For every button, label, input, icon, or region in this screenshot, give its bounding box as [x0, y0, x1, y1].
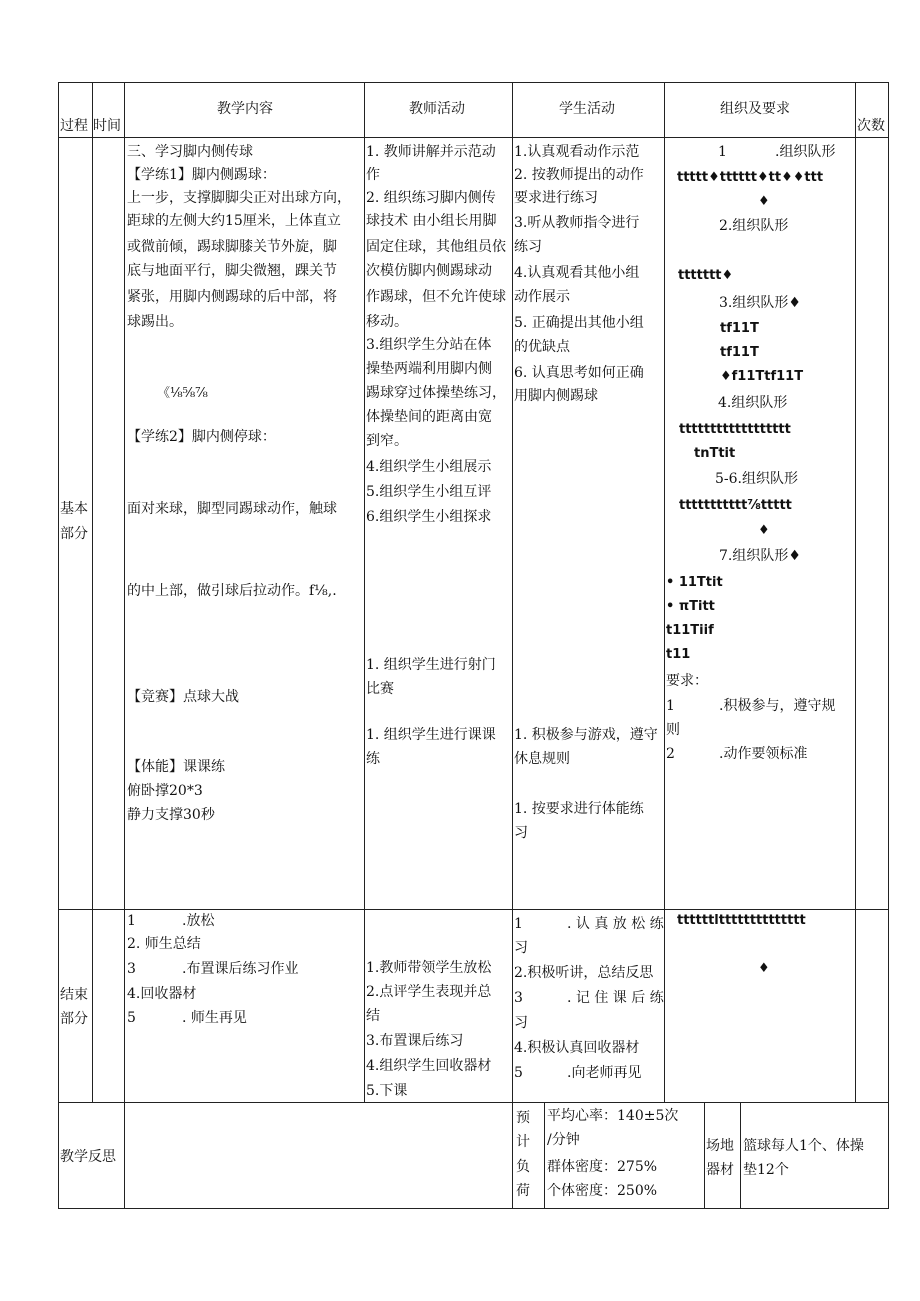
org-formation-marks: ttttt♦tttttt♦tt♦♦ttt	[677, 170, 824, 185]
basic-label-2: 部分	[60, 526, 88, 542]
teacher-line: 作踢球，但不允许使球	[366, 289, 506, 305]
end-teacher-line: 2.点评学生表现并总	[366, 984, 492, 1000]
teacher-line: 3.组织学生分站在体	[366, 337, 492, 353]
content-line: 球踢出。	[127, 314, 183, 330]
content-line: 紧张，用脚内侧踢球的后中部，将	[127, 289, 337, 305]
end-teacher-line: 5.下课	[366, 1083, 408, 1099]
org-line: 3.组织队形♦	[719, 295, 801, 311]
end-content-line: . 师生再见	[182, 1010, 247, 1026]
teacher-line: 练	[366, 751, 380, 767]
header-org: 组织及要求	[720, 101, 790, 117]
end-student-line: 5	[514, 1065, 523, 1081]
org-formation-marks: tf11T	[720, 321, 759, 336]
teacher-line: 操垫两端利用脚内侧	[366, 361, 492, 377]
end-content-line: 1	[127, 913, 136, 929]
student-line: 1. 积极参与游戏，遵守	[514, 727, 658, 743]
end-teacher-line: 3.布置课后练习	[366, 1033, 464, 1049]
end-student-line: 4.积极认真回收器材	[514, 1040, 640, 1056]
teacher-line: 固定住球，其他组员依	[366, 239, 506, 255]
header-teacher: 教师活动	[409, 101, 465, 117]
org-line: 2	[666, 746, 675, 762]
teacher-line: 5.组织学生小组互评	[366, 484, 492, 500]
teacher-line: 踢球穿过体操垫练习，	[366, 385, 506, 401]
student-line: 休息规则	[514, 751, 570, 767]
content-line: 《⅛⅝⅞	[157, 386, 208, 401]
content-line: 底与地面平行，脚尖微翘，踝关节	[127, 263, 337, 279]
teacher-line: 体操垫间的距离由宽	[366, 409, 492, 425]
teacher-line: 球技术 由小组长用脚	[366, 213, 497, 229]
end-label-2: 部分	[60, 1011, 88, 1027]
teacher-line: 到窄。	[366, 433, 408, 449]
content-line: 上一步，支撑脚脚尖正对出球方向，	[127, 190, 351, 206]
student-line: 要求进行练习	[514, 190, 598, 206]
student-line: 1. 按要求进行体能练	[514, 801, 644, 817]
end-content-line: 4.回收器材	[127, 986, 197, 1002]
end-content-line: 5	[127, 1010, 136, 1026]
reflection-label: 教学反思	[60, 1149, 116, 1165]
teacher-line: 次模仿脚内侧踢球动	[366, 263, 492, 279]
org-line: 7.组织队形♦	[719, 548, 801, 564]
content-line: 静力支撑30秒	[127, 807, 215, 823]
org-formation-marks: ♦	[758, 194, 770, 209]
org-line: 2.组织队形	[719, 218, 789, 234]
content-line: 三、学习脚内侧传球	[127, 144, 253, 160]
org-formation-marks: tnTtit	[694, 446, 736, 461]
content-line: 距球的左侧大约15厘米，上体直立	[127, 213, 341, 229]
end-student-line: 1	[514, 916, 523, 932]
org-formation-marks: tf11T	[720, 345, 759, 360]
end-content-line: 3	[127, 961, 136, 977]
org-formation-marks: ♦	[758, 523, 770, 538]
end-student-line: 习	[514, 1015, 528, 1031]
end-org-formation: ttttttltttttttttttttt	[677, 913, 806, 928]
load-char: 预	[516, 1110, 530, 1126]
teacher-line: 作	[366, 167, 380, 183]
student-line: 3.听从教师指令进行	[514, 215, 640, 231]
load-value: 平均心率：140±5次	[547, 1108, 679, 1124]
student-line: 5. 正确提出其他小组	[514, 315, 644, 331]
end-student-line: . 记 住 课 后 练	[567, 990, 664, 1006]
end-student-line: 2.积极听讲，总结反思	[514, 965, 654, 981]
header-process: 过程	[60, 118, 88, 134]
org-line: 则	[666, 722, 680, 738]
org-line: .动作要领标准	[719, 746, 808, 762]
header-time: 时间	[93, 118, 121, 134]
load-value: /分钟	[547, 1132, 580, 1148]
load-char: 负	[516, 1159, 530, 1175]
student-line: 练习	[514, 239, 542, 255]
org-formation-marks: t11	[666, 647, 691, 662]
content-line: 【学练2】脚内侧停球：	[127, 429, 276, 445]
load-char: 荷	[516, 1183, 530, 1199]
content-line: 面对来球，脚型同踢球动作，触球	[127, 501, 337, 517]
student-line: 动作展示	[514, 289, 570, 305]
content-line: 【体能】课课练	[127, 759, 225, 775]
org-line: 5-6.组织队形	[715, 471, 798, 487]
venue-label-1: 场地	[706, 1138, 734, 1154]
end-student-line: 习	[514, 940, 528, 956]
org-formation-marks: ♦f11Ttf11T	[720, 369, 804, 384]
org-line: 要求：	[666, 673, 708, 689]
org-line: 1	[666, 698, 675, 714]
header-content: 教学内容	[217, 101, 273, 117]
org-line: .积极参与，遵守规	[719, 698, 836, 714]
org-line: 1	[718, 144, 727, 160]
content-line: 【竞赛】点球大战	[127, 689, 239, 705]
student-line: 1.认真观看动作示范	[514, 144, 640, 160]
content-line: 的中上部，做引球后拉动作。f⅛,.	[127, 583, 337, 599]
end-content-line: .布置课后练习作业	[182, 961, 299, 977]
end-content-line: .放松	[182, 913, 215, 929]
content-line: 【学练1】脚内侧踢球：	[127, 167, 276, 183]
venue-label-2: 器材	[706, 1162, 734, 1178]
end-student-line: . 认 真 放 松 练	[567, 916, 664, 932]
teacher-line: 1. 教师讲解并示范动	[366, 144, 496, 160]
org-formation-marks: ttttttttttt⅞ttttt	[679, 498, 792, 513]
teacher-line: 4.组织学生小组展示	[366, 459, 492, 475]
student-line: 4.认真观看其他小组	[514, 265, 640, 281]
org-line: 4.组织队形	[718, 395, 788, 411]
equipment-line: 篮球每人1个、体操	[743, 1138, 864, 1154]
teacher-line: 移动。	[366, 314, 408, 330]
load-value: 群体密度：275%	[547, 1159, 658, 1175]
student-line: 6. 认真思考如何正确	[514, 365, 644, 381]
teacher-line: 2. 组织练习脚内侧传	[366, 190, 496, 206]
org-formation-marks: • 11Ttit	[666, 575, 723, 590]
org-formation-marks: ttttttt♦	[678, 268, 734, 283]
teacher-line: 1. 组织学生进行课课	[366, 727, 496, 743]
header-count: 次数	[857, 118, 885, 134]
end-teacher-line: 4.组织学生回收器材	[366, 1058, 492, 1074]
end-teacher-line: 结	[366, 1008, 380, 1024]
teacher-line: 1. 组织学生进行射门	[366, 657, 496, 673]
content-line: 俯卧撑20*3	[127, 783, 203, 799]
end-teacher-line: 1.教师带领学生放松	[366, 960, 492, 976]
org-formation-marks: • πTitt	[666, 599, 715, 614]
content-line: 或微前倾，踢球脚膝关节外旋，脚	[127, 239, 337, 255]
end-student-line: 3	[514, 990, 523, 1006]
equipment-line: 垫12个	[743, 1162, 789, 1178]
load-char: 计	[516, 1134, 530, 1150]
teacher-line: 比赛	[366, 681, 394, 697]
org-formation-marks: tttttttttttttttttt	[679, 422, 791, 437]
end-org-formation: ♦	[758, 961, 770, 976]
org-line: .组织队形	[775, 144, 836, 160]
student-line: 用脚内侧踢球	[514, 388, 598, 404]
student-line: 2. 按教师提出的动作	[514, 167, 644, 183]
load-value: 个体密度：250%	[547, 1183, 658, 1199]
student-line: 的优缺点	[514, 339, 570, 355]
basic-label-1: 基本	[60, 501, 88, 517]
end-content-line: 2. 师生总结	[127, 936, 201, 952]
org-formation-marks: t11Tiif	[666, 623, 714, 638]
student-line: 习	[514, 825, 528, 841]
teacher-line: 6.组织学生小组探求	[366, 509, 492, 525]
header-student: 学生活动	[559, 101, 615, 117]
end-label-1: 结束	[60, 987, 88, 1003]
end-student-line: .向老师再见	[567, 1065, 642, 1081]
